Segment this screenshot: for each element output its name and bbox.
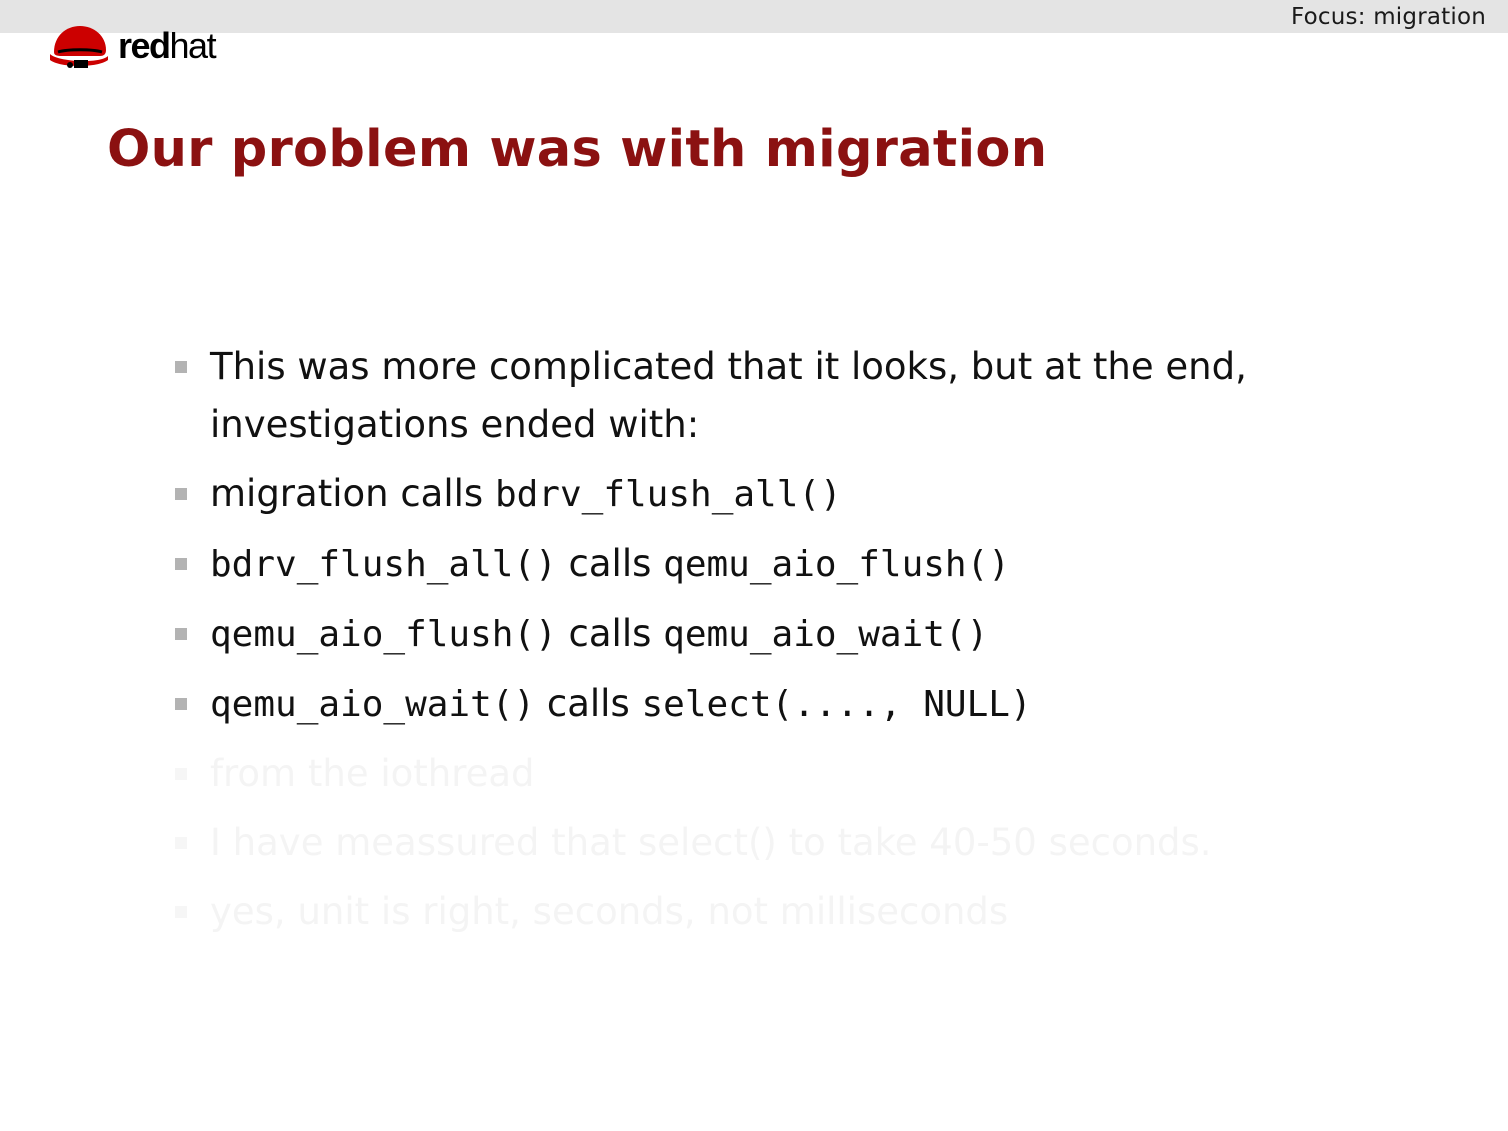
bullet-marker [175,698,187,710]
bullet-text-continued: investigations ended with: [210,403,700,446]
bullet-marker [175,361,187,373]
slide-title: Our problem was with migration [107,120,1048,179]
code-span: qemu_aio_wait() [663,614,989,655]
bullet-marker [175,906,187,918]
bullet-marker [175,558,187,570]
code-span: bdrv_flush_all() [210,544,557,585]
list-item [170,605,1370,664]
bullet-text: from the iothread [210,752,535,795]
bullet-text: This was more complicated that it looks, but at the end, [210,345,1247,388]
list-item-faded [170,883,1370,941]
bullet-text: calls [556,542,664,585]
bullet-text: migration calls [210,472,495,515]
bullet-text: yes, unit is right, seconds, not milliseconds [210,890,1009,933]
list-item [170,675,1370,734]
bullet-marker [175,837,187,849]
bullet-text: I have meassured that select() to take 40-50 seconds. [210,821,1212,864]
bullet-marker [175,628,187,640]
code-span: qemu_aio_wait() [210,684,536,725]
bullet-marker [175,768,187,780]
list-item [170,535,1370,594]
list-item-faded [170,814,1370,872]
list-item [170,465,1370,524]
bullet-marker [175,488,187,500]
code-span: select(...., NULL) [641,684,1032,725]
top-bar [0,0,1508,33]
section-label: Focus: migration [1291,4,1486,30]
bullet-list [170,338,1370,952]
redhat-logo [48,18,215,74]
code-span: qemu_aio_flush() [663,544,1010,585]
bullet-text: calls [535,682,642,725]
logo-wordmark: redhat [118,25,216,66]
code-span: bdrv_flush_all() [494,474,842,515]
bullet-text: calls [556,612,664,655]
shadowman-hat-icon [48,22,110,70]
list-item-faded [170,745,1370,803]
list-item [170,338,1370,454]
code-span: qemu_aio_flush() [210,614,557,655]
